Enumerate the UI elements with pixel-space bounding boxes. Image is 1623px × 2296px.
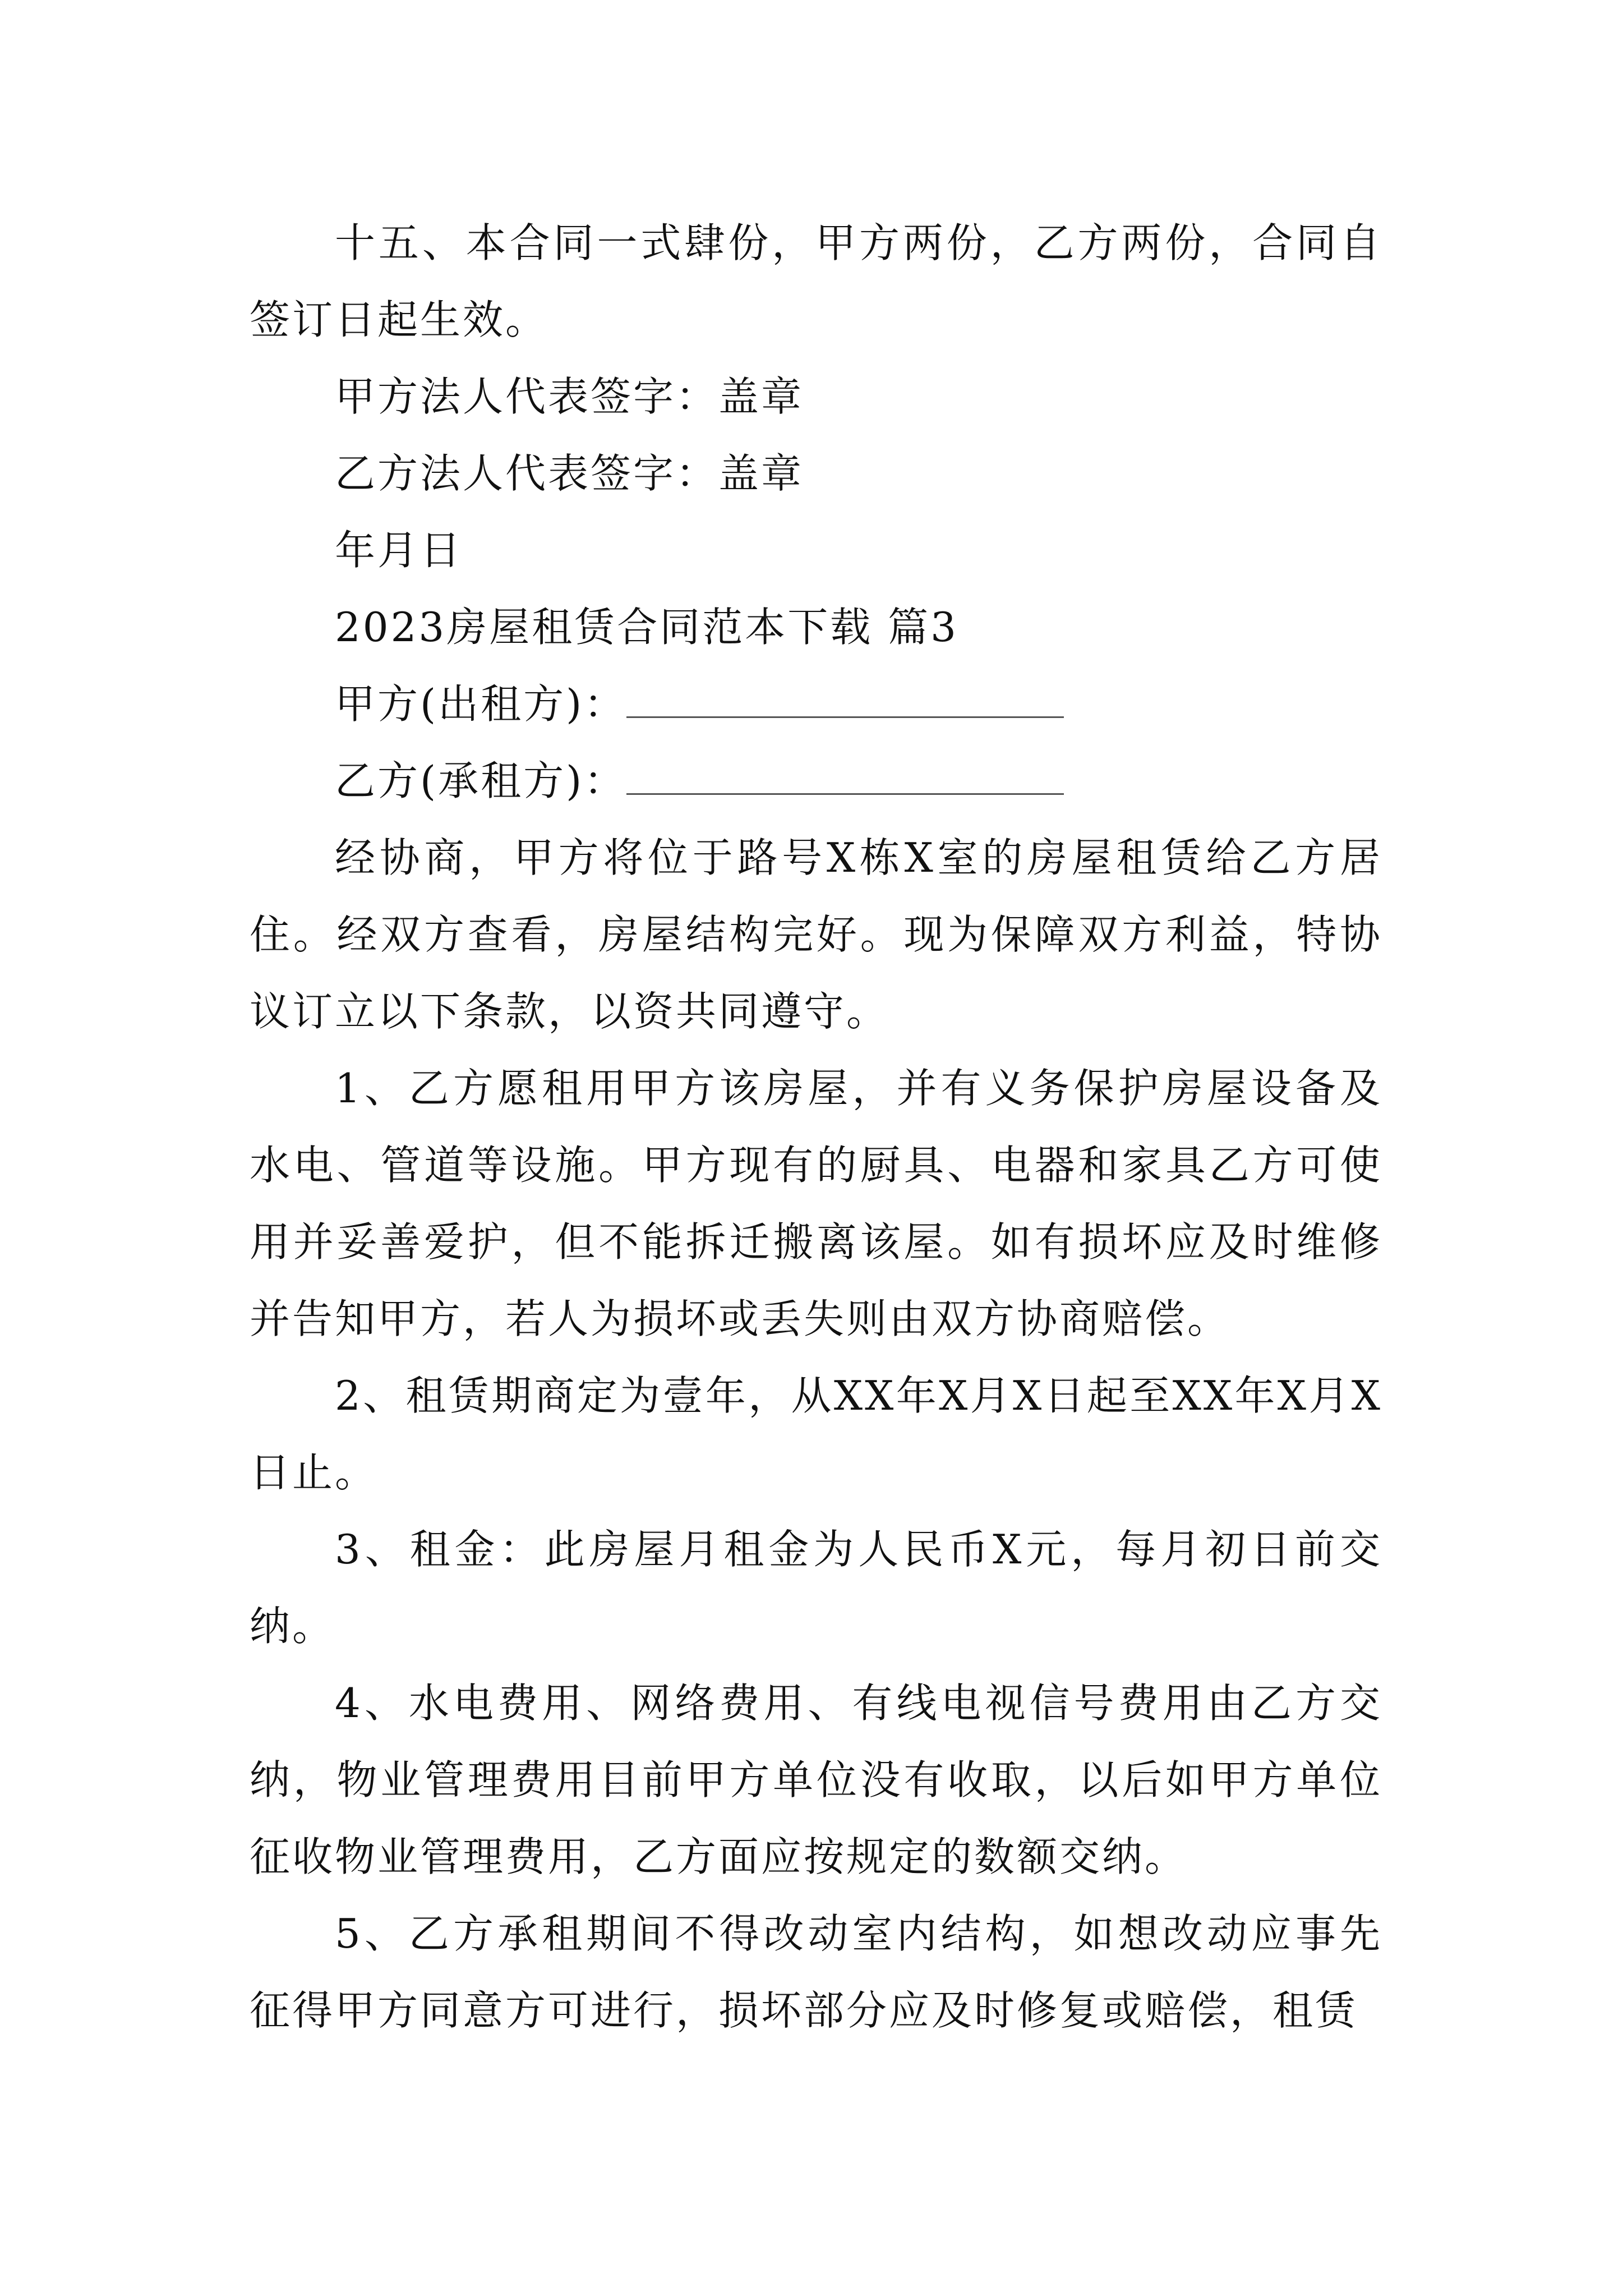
item-4-paragraph: 4、水电费用、网络费用、有线电视信号费用由乙方交纳，物业管理费用目前甲方单位没有收取，以后如甲方单位征收物业管理费用，乙方面应按规定的数额交纳。 [250,1680,1382,1880]
party-b-signature-line: 乙方法人代表签字：盖章 [335,450,804,497]
clause-15-paragraph: 十五、本合同一式肆份，甲方两份，乙方两份，合同自签订日起生效。 [250,219,1382,343]
intro-paragraph: 经协商，甲方将位于路号X栋X室的房屋租赁给乙方居住。经双方查看，房屋结构完好。现为保障双方利益，特协议订立以下条款，以资共同遵守。 [250,834,1382,1035]
item-3-paragraph: 3、租金：此房屋月租金为人民币X元，每月初日前交纳。 [250,1526,1382,1650]
party-a-label: 甲方(出租方)： [335,680,627,728]
party-b-blank [626,760,1064,795]
date-line: 年月日 [335,527,463,574]
party-a-blank [626,683,1064,718]
party-b-field [250,743,1382,820]
party-b-label: 乙方(承租方)： [335,757,627,804]
document-body [250,205,1382,2049]
party-a-signature-line: 甲方法人代表签字：盖章 [335,373,804,420]
item-2-paragraph: 2、租赁期商定为壹年，从XX年X月X日起至XX年X月X日止。 [250,1372,1382,1496]
party-a-field [250,666,1382,743]
item-1-paragraph: 1、乙方愿租用甲方该房屋，并有义务保护房屋设备及水电、管道等设施。甲方现有的厨具、电器和家具乙方可使用并妥善爱护，但不能拆迁搬离该屋。如有损坏应及时维修并告知甲方，若人为损坏或丢失则由双方协商赔偿。 [250,1065,1382,1342]
item-5-paragraph: 5、乙方承租期间不得改动室内结构，如想改动应事先征得甲方同意方可进行，损坏部分应及时修复或赔偿，租赁 [250,1910,1382,2034]
section-title: 2023房屋租赁合同范本下载 篇3 [335,604,958,651]
